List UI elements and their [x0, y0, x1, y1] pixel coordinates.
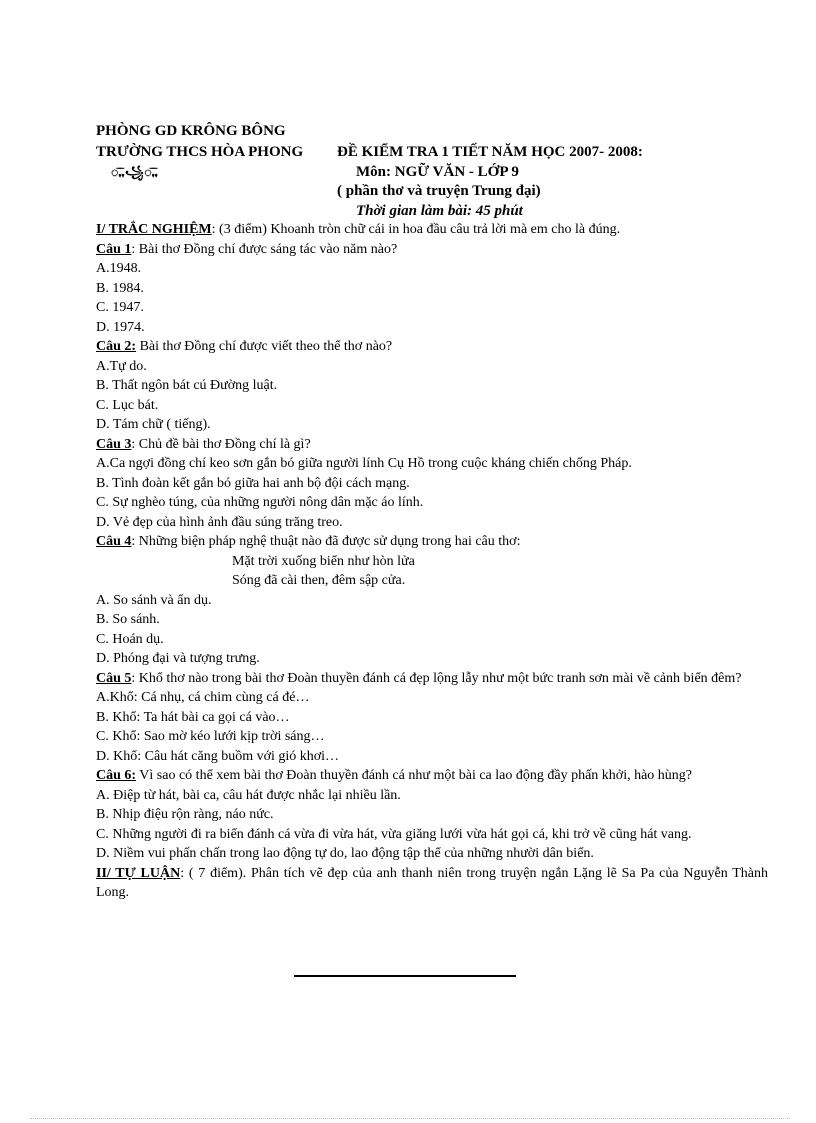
school-name: TRƯỜNG THCS HÒA PHONG [96, 144, 304, 160]
question-label: Câu 2: [96, 339, 137, 354]
answer-option: B. Tình đoàn kết gắn bó giữa hai anh bộ đội cách mạng. [96, 475, 410, 491]
question-2 [96, 337, 768, 357]
answer-option: C. Khổ: Sao mờ kéo lưới kịp trời sáng… [96, 729, 325, 744]
time-line: Thời gian làm bài: 45 phút [356, 203, 523, 219]
question-6 [96, 766, 768, 786]
end-rule [294, 975, 516, 977]
scope-line: ( phần thơ và truyện Trung đại) [337, 183, 541, 199]
question-3 [96, 435, 768, 455]
question-label: Câu 4 [96, 534, 132, 549]
question-label: Câu 3 [96, 436, 132, 452]
answer-option: C. Sự nghèo túng, của những người nông dân mặc áo lính. [96, 495, 424, 510]
question-text: Bài thơ Đồng chí được viết theo thể thơ nào? [136, 339, 393, 354]
question-text: : Bài thơ Đồng chí được sáng tác vào năm nào? [131, 241, 398, 257]
answer-option: D. Khổ: Câu hát căng buồm với gió khơi… [96, 748, 340, 764]
question-text: : Những biện pháp nghệ thuật nào đã được sử dụng trong hai câu thơ: [131, 534, 521, 549]
part1-heading: I/ TRẮC NGHIỆM [96, 222, 212, 237]
answer-option: C. Lục bát. [96, 397, 159, 413]
question-label: Câu 6: [96, 768, 137, 783]
answer-option: A. So sánh và ẩn dụ. [96, 592, 212, 608]
question-text: : Khổ thơ nào trong bài thơ Đoàn thuyền đánh cá đẹp lộng lẫy như một bức tranh sơn mài về cảnh biển đêm? [131, 670, 742, 686]
part1-instruction: : (3 điểm) Khoanh tròn chữ cái in hoa đầu câu trả lời mà em cho là đúng. [211, 222, 621, 237]
question-5 [96, 669, 768, 689]
part2-block [96, 864, 768, 903]
answer-option: C. Những người đi ra biển đánh cá vừa đi vừa hát, vừa giăng lưới vừa hát gọi cá, khi trở về cũng hát vang. [96, 826, 692, 842]
answer-option: D. Phóng đại và tượng trưng. [96, 651, 260, 666]
question-label: Câu 5 [96, 670, 132, 686]
answer-option: C. Hoán dụ. [96, 631, 164, 647]
answer-option: B. Nhịp điệu rộn ràng, náo nức. [96, 807, 274, 822]
answer-option: C. 1947. [96, 300, 144, 315]
exam-title: ĐỀ KIỂM TRA 1 TIẾT NĂM HỌC 2007- 2008: [337, 144, 643, 160]
page-bottom-border [30, 1118, 790, 1119]
answer-option: D. 1974. [96, 319, 145, 335]
question-label: Câu 1 [96, 241, 132, 257]
answer-option: D. Niềm vui phấn chấn trong lao động tự do, lao động tập thể của những nhười dân biển. [96, 846, 594, 861]
department-name: PHÒNG GD KRÔNG BÔNG [96, 123, 286, 139]
answer-option: B. Khổ: Ta hát bài ca gọi cá vào… [96, 709, 290, 725]
question-text: Vì sao có thể xem bài thơ Đoàn thuyền đánh cá như một bài ca lao động đầy phấn khởi, hào hùng? [136, 768, 693, 783]
part2-heading: II/ TỰ LUẬN [96, 865, 181, 881]
poem-line: Mặt trời xuống biển như hòn lửa [232, 553, 415, 569]
question-1 [96, 240, 768, 260]
part1-heading-line [96, 220, 768, 240]
poem-line: Sóng đã cài then, đêm sập cửa. [232, 573, 406, 588]
exam-body [96, 220, 768, 903]
question-text: : Chủ đề bài thơ Đồng chí là gì? [131, 436, 311, 452]
answer-option: D. Vẻ đẹp của hình ảnh đầu súng trăng treo. [96, 514, 343, 530]
answer-option: B. 1984. [96, 280, 144, 296]
answer-option: A.1948. [96, 261, 142, 276]
answer-option: A. Điệp từ hát, bài ca, câu hát được nhắc lại nhiều lần. [96, 787, 401, 803]
answer-option: A.Tự do. [96, 358, 147, 374]
part2-text: : ( 7 điểm). Phân tích vẽ đẹp của anh thanh niên trong truyện ngắn Lặng lẽ Sa Pa của Nguyễn Thành Long. [96, 865, 768, 900]
answer-option: B. So sánh. [96, 612, 160, 627]
answer-option: B. Thất ngôn bát cú Đường luật. [96, 378, 278, 393]
answer-option: D. Tám chữ ( tiếng). [96, 417, 211, 432]
answer-option: A.Ca ngợi đồng chí keo sơn gắn bó giữa người lính Cụ Hồ trong cuộc kháng chiến chống Pháp. [96, 456, 632, 471]
question-4 [96, 532, 768, 552]
subject-line: Môn: NGỮ VĂN - LỚP 9 [356, 164, 519, 180]
answer-option: A.Khổ: Cá nhụ, cá chim cùng cá đé… [96, 690, 310, 705]
ornament-divider: ꩻꩼꩻꩼ꧁ꩻꩼꩻꩼ [111, 165, 159, 179]
